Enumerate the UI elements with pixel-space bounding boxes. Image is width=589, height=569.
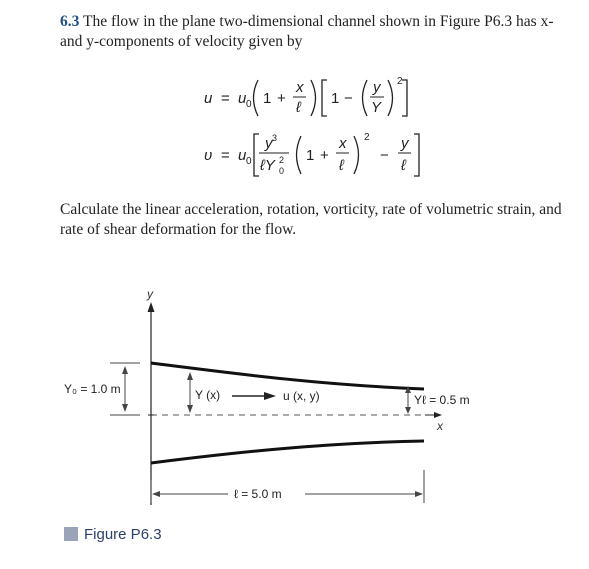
velocity-arrowhead (264, 392, 276, 400)
svg-text:y: y (401, 135, 409, 152)
x-axis-arrowhead (434, 412, 442, 418)
svg-text:y: y (265, 135, 273, 152)
yl-arrow-down (405, 407, 411, 414)
svg-text:υ: υ (204, 147, 213, 164)
svg-text:u: u (238, 90, 247, 107)
svg-text:1: 1 (306, 147, 315, 164)
length-arrow-left (152, 491, 160, 497)
problem-text: The flow in the plane two-dimensional channel shown in Figure P6.3 has x- and y-components of velocity given by (60, 13, 554, 50)
svg-text:x: x (296, 79, 304, 96)
caption-square-icon (64, 527, 78, 541)
local-height-label: Y (x) (195, 388, 221, 402)
svg-text:1: 1 (263, 90, 272, 107)
svg-text:=: = (221, 147, 230, 164)
svg-text:−: − (380, 147, 389, 164)
problem-number: 6.3 (60, 13, 80, 30)
svg-text:2: 2 (279, 155, 285, 165)
svg-text:u: u (238, 147, 247, 164)
y-axis-arrowhead (148, 302, 155, 312)
caption-text: Figure P6.3 (84, 526, 162, 543)
svg-text:ℓY: ℓY (260, 157, 275, 174)
svg-text:2: 2 (364, 132, 370, 143)
svg-text:3: 3 (272, 133, 278, 143)
y0-arrow-up (122, 366, 128, 374)
svg-text:+: + (277, 90, 286, 107)
yx-arrow-down (187, 405, 193, 413)
svg-text:u: u (204, 90, 213, 107)
lower-wall (151, 441, 424, 463)
length-arrow-right (415, 491, 423, 497)
inlet-height-label: Y₀ = 1.0 m (64, 382, 121, 396)
task-statement: Calculate the linear acceleration, rotation, vorticity, rate of volumetric strain, and rate of shear deformation for the flow. (60, 201, 562, 238)
svg-text:0: 0 (279, 166, 285, 176)
svg-text:+: + (320, 147, 329, 164)
svg-text:1: 1 (331, 90, 340, 107)
x-axis-label: x (437, 419, 443, 433)
y-axis-label: y (147, 287, 153, 301)
length-label: ℓ = 5.0 m (234, 487, 282, 501)
svg-text:x: x (339, 135, 347, 152)
y0-arrow-down (122, 404, 128, 412)
svg-text:=: = (221, 90, 230, 107)
upper-wall (151, 363, 424, 389)
svg-text:y: y (373, 79, 381, 96)
svg-text:ℓ: ℓ (339, 157, 344, 174)
yx-arrow-up (187, 372, 193, 380)
svg-text:ℓ: ℓ (401, 157, 406, 174)
svg-text:2: 2 (397, 76, 403, 87)
svg-text:Y: Y (371, 99, 382, 116)
svg-text:0: 0 (246, 99, 252, 110)
velocity-label: u (x, y) (283, 389, 320, 403)
svg-text:−: − (344, 90, 353, 107)
svg-text:0: 0 (246, 156, 252, 167)
outlet-height-label: Yℓ = 0.5 m (414, 393, 470, 407)
figure-caption (64, 526, 162, 543)
svg-text:ℓ: ℓ (296, 99, 301, 116)
